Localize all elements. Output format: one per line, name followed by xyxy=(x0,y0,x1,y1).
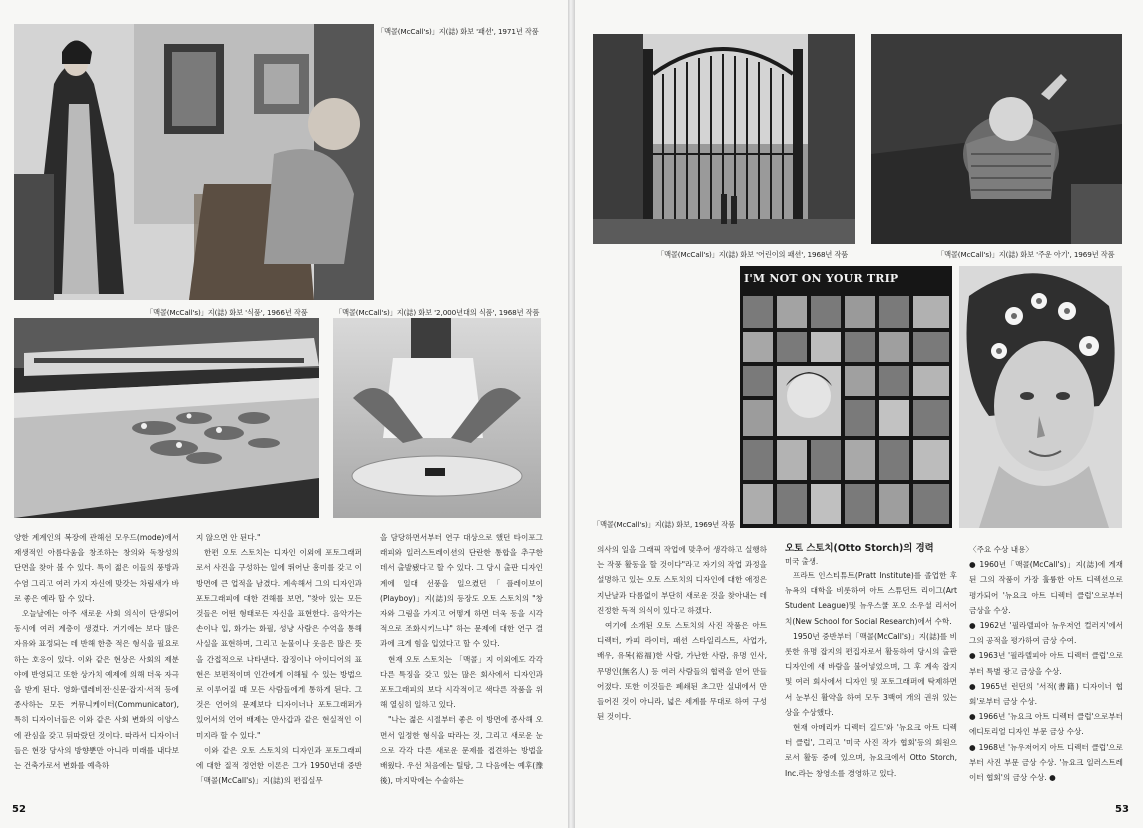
paragraph: 현재 아메리카 디렉터 길드'와 '뉴요크 아트 디렉터 클럽', 그리고 '미국 사진 작가 협회'등의 회원으로서 활동 중에 있으며, 뉴요크에서 Otto Storch, Inc.라는 창영소를 경영하고 있다. xyxy=(785,723,957,778)
award-item: ● 1965년 런던의 '서적(書籍) 디자이너 협회'로부터 금상 수상. xyxy=(969,681,1123,707)
paragraph: 오늘날에는 아주 새로운 사회 의식이 단생되어 동시에 여러 계층이 생겼다. 거기에는 보다 많은 자유와 표정되는 데 반해 한층 적은 형식을 필요로 하는 호응이 있다. 이와 같은 현상은 사회의 제분야에 반영되고 또한 상가치 예제에 의해 더욱 자극을 받게 된다. 영화·텔레비전·신문·잡지·서적 등에 종사하는 모든 커뮤니케이터(Communicator), 특히 디자이너들은 이와 같은 사회 변화의 이양스에 관심을 갖고 뒤따랐던 것이다. 따라서 디자이너들은 현장 당사의 방향뿐만 아니라 미래를 내다보는 건축가로서 변화를 예측하 xyxy=(14,609,179,771)
caption-food-2000: 「맥콜(McCall's)」지(誌) 화보 '2,000년대의 식품', 1968년 작품 xyxy=(335,308,540,317)
right-column-2 xyxy=(785,542,957,781)
photo-baby-basket xyxy=(871,34,1122,244)
page-number-right: 53 xyxy=(1115,804,1129,815)
paragraph: 1950년 중반부터「맥콜(McCall's)」지(誌)를 비롯한 유명 잡지의 편집자로서 활동하여 당시의 출판 디자인에 새 바람을 불어넣었으며, 그 후 계속 잡지 및 여러 회사에서 디자인 및 포토그래퍼에 탁제하면서 눈부신 활약을 하여 모두 3백여 개의 권위 있는 상을 수상했다. xyxy=(785,631,957,717)
photo-fashion-painter xyxy=(14,24,374,300)
caption-baby: 「맥콜(McCall's)」지(誌) 화보 '주운 아기', 1969년 작품 xyxy=(937,250,1115,259)
photo-2000-food xyxy=(333,318,541,518)
gutter xyxy=(568,0,575,828)
award-item: ● 1962년 '필라델피아 뉴우저언 컬러지'에서 그의 공적을 평가하여 금상 수여. xyxy=(969,621,1123,646)
page-number-left: 52 xyxy=(12,804,26,815)
caption-gate: 「맥콜(McCall's)」지(誌) 화보 '어린이의 패션', 1968년 작품 xyxy=(657,250,849,259)
award-item: ● 1966년 '뉴요크 아트 디렉터 클럽'으로부터 에디토리얼 디자인 부문 금상 수상. xyxy=(969,712,1123,737)
paragraph: 을 담당하면서부터 연구 대상으로 했던 타이포그래피와 일러스트레이션의 단란한 통합을 추구한 데서 출발됐다고 할 수 있다. 그 당시 출판 디자인계에 일대 선풍을 일으켰던「플레이보이(Playboy)」지(誌)의 등장도 오토 스토치의 "창자와 그림을 가지고 어떻게 하면 더욱 동을 시각적으로 조화시키느냐" 하는 문제에 대한 연구 결과에 크게 힘을 입었다고 할 수 있다. xyxy=(380,533,543,649)
photo-portrait-flowers xyxy=(959,266,1122,528)
biography-subheading: 미국 출생. xyxy=(785,557,819,566)
caption-collage: 「맥콜(McCall's)」지(誌) 화보, 1969년 작품 xyxy=(593,520,735,529)
right-column-3 xyxy=(969,542,1123,785)
photo-airplane-food xyxy=(14,318,319,518)
left-column-1 xyxy=(14,530,179,773)
caption-fashion: 「맥콜(McCall's)」지(誌) 화보 '패션', 1971년 작품 xyxy=(377,27,539,36)
collage-poster-text: I'M NOT ON YOUR TRIP xyxy=(744,272,899,285)
left-column-2 xyxy=(196,530,362,788)
right-column-1 xyxy=(597,542,767,724)
paragraph: 의사의 일을 그래픽 작업에 맞추어 생각하고 실행하는 작풍 활동을 할 것이다"라고 자기의 작업 과정을 설명하고 있는 오토 스토치의 디자인에 대한 애정은 지난날과 다름없이 부단히 새로운 것을 찾아내는 데 진정한 독적 의식이 있다고 하겠다. xyxy=(597,545,767,615)
photo-children-gate xyxy=(593,34,855,244)
paragraph: 현재 오토 스토치는 「맥콜」지 이외에도 각각 다른 특징을 갖고 있는 많은 회사에서 디자인과 포토그래피의 보다 시각적이고 색다른 작품을 위해 열심히 일하고 있다. xyxy=(380,654,543,710)
caption-food: 「맥콜(McCall's)」지(誌) 화보 '식품', 1966년 작품 xyxy=(146,308,308,317)
left-page xyxy=(0,0,568,828)
paragraph: "나는 젊은 시절부터 좋은 이 방면에 종사해 오면서 일정한 형식을 따라는 것, 그리고 새로운 눈으로 각각 다른 새로운 문제를 접견하는 방법을 배웠다. 우선 처음에는 틸탕, 그 다음에는 예후(豫後), 마지막에는 수술하는 xyxy=(380,715,543,786)
paragraph: 이와 같은 오토 스토치의 디자인과 포토그래피에 대한 질적 정연한 이론은 그가 1950년대 중반 「맥콜(McCall's)」지(誌)의 편집실무 xyxy=(196,745,362,786)
photo-collage xyxy=(740,266,952,528)
paragraph: 지 않으면 안 된다." xyxy=(196,533,261,542)
paragraph: 여기에 소개된 오토 스토치의 사진 작품은 아트 디렉터, 카피 라이터, 패션 스타일리스트, 사업가, 배우, 유복(裕福)한 사람, 가난한 사람, 유명 인사, 무명인(無名人) 등 여러 사람들의 협력을 얻어 만들어졌다. 또한 이것들은 폐쇄된 초그만 실내에서 만들어진 것이 아니라, 넓은 세계를 무대로 하여 구성된 것이다. xyxy=(597,621,767,722)
awards-title: 〈주요 수상 내용〉 xyxy=(969,545,1034,554)
paragraph: 양한 계계인의 복장에 관해선 모우드(mode)에서 재생적인 아름다움을 창조하는 창의와 독창성의 단면을 찾아 볼 수 있다. 특이 젊은 이들의 풍방과 수염 그리고 여러 가지 자신에 맞갓는 차림새가 바로 좋은 예라 할 수 있다. xyxy=(14,533,179,603)
paragraph: 프라트 인스티튜트(Pratt Institute)를 졸업한 후 뉴욕의 대학을 비롯하여 아트 스튜던트 리이그(Art Student League)및 뉴우스쿨 포오 소우셜 리서어치(New School for Social Research)에서 수학. xyxy=(785,571,957,626)
biography-heading: 오토 스토치(Otto Storch)의 경력 xyxy=(785,543,934,554)
award-item: ● 1968년 '뉴우저어지 아트 디렉터 클럽'으로부터 사진 부문 금상 수상. '뉴요크 일러스트레이터 협회'의 금상 수상. ● xyxy=(969,742,1123,783)
paragraph: 한편 오토 스토치는 디자인 이외에 포토그래퍼로서 사진을 구성하는 일에 뛰어난 흥미를 갖고 이 방면에 큰 업적을 남겼다. 계속해서 그의 디자인과 포토그래피에 대한 견해를 보면, "찾아 있는 모든 것들은 어떤 형태로든 자신을 표현한다. 음악가는 손이나 입, 화가는 화필, 성냥 사람은 수억을 통해 사실을 표현하며, 그리고 눈물이나 웃음은 많은 뜻을 간접적으로 나타낸다. 잡징이나 아이디어의 표현은 보편적이며 인간에게 이해될 수 있는 방법으로 이루어질 때 모든 사람들에게 통하게 된다. 그것은 언어의 문제보다 디자이너나 포토그래퍼가 있어서의 언어 배제는 만사갑과 같은 현실적인 이미지라 할 수 있다." xyxy=(196,548,362,740)
award-item: ● 1963년 '필라델피아 아트 디렉터 클럽'으로부터 특별 광고 금상을 수상. xyxy=(969,651,1123,676)
left-column-3 xyxy=(380,530,543,788)
award-item: ● 1960년「맥콜(McCall's)」지(誌)에 게재된 그의 작품이 가장 훌륭한 아트 디렉션으로 평가되어 '뉴요크 아트 디렉터 클럽'으로부터 금상을 수상. xyxy=(969,560,1123,615)
right-page xyxy=(575,0,1143,828)
